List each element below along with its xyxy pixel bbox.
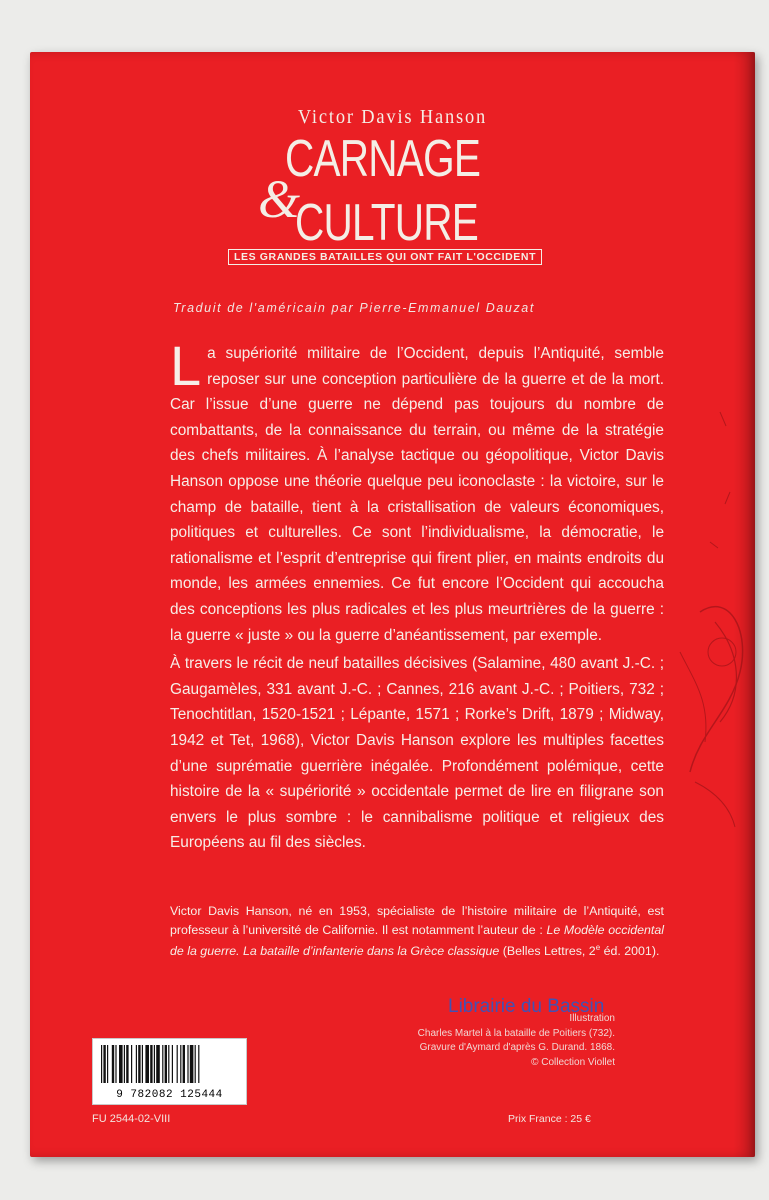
barcode-bar	[150, 1045, 152, 1083]
title-line-2: CULTURE	[295, 194, 479, 252]
barcode-bar	[172, 1045, 173, 1083]
drop-cap: L	[170, 334, 202, 397]
bookshop-watermark: Librairie du Bassin	[448, 996, 605, 1017]
author-name: Victor Davis Hanson	[297, 106, 488, 128]
barcode-bar	[136, 1045, 137, 1083]
author-bio	[170, 902, 664, 961]
barcode-bar	[180, 1045, 181, 1083]
barcode-bar	[156, 1045, 160, 1083]
barcode-bar	[162, 1045, 163, 1083]
credit-line-1: Illustration	[569, 1013, 615, 1024]
barcode	[92, 1038, 247, 1105]
credit-line-3: Gravure d'Aymard d'après G. Durand. 1868.	[419, 1042, 615, 1053]
barcode-bars	[99, 1045, 240, 1083]
bio-text-end-2: éd. 2001).	[600, 944, 660, 959]
barcode-bar	[177, 1045, 178, 1083]
barcode-bar	[138, 1045, 140, 1083]
title-line-1: CARNAGE	[285, 130, 481, 188]
title-ampersand: &	[258, 169, 301, 229]
book-back-cover	[30, 52, 755, 1157]
barcode-bar	[101, 1045, 102, 1083]
bio-book-2: La bataille d’infanterie dans la Grèce classique	[243, 944, 500, 959]
illustration-credits	[355, 1012, 615, 1070]
bio-book-1: Le Modèle occidental de la guerre	[170, 922, 664, 959]
subtitle-banner: LES GRANDES BATAILLES QUI ONT FAIT L'OCCIDENT	[228, 249, 542, 265]
bio-text-end: (Belles Lettres, 2	[499, 944, 596, 959]
credit-line-2: Charles Martel à la bataille de Poitiers (732).	[417, 1027, 615, 1039]
translator-credit: Traduit de l'américain par Pierre-Emmanuel Dauzat	[173, 301, 535, 315]
product-code: FU 2544-02-VIII	[92, 1113, 171, 1125]
barcode-bar	[183, 1045, 185, 1083]
barcode-digits: 9 782082 125444	[116, 1089, 223, 1101]
barcode-bar	[126, 1045, 128, 1083]
barcode-bar	[131, 1045, 132, 1083]
barcode-bar	[145, 1045, 149, 1083]
bio-text-start: Victor Davis Hanson, né en 1953, spécialiste de l’histoire militaire de l’Antiquité, est professeur à l’université de Californie. Il est notamment l’auteur de :	[170, 904, 664, 937]
barcode-bar	[168, 1045, 169, 1083]
barcode-bar	[198, 1045, 199, 1083]
barcode-bar	[190, 1045, 194, 1083]
barcode-bar	[103, 1045, 105, 1083]
barcode-bar	[165, 1045, 167, 1083]
barcode-bar	[154, 1045, 155, 1083]
bio-superscript: e	[595, 943, 601, 952]
barcode-bar	[107, 1045, 108, 1083]
credit-line-4: © Collection Viollet	[531, 1056, 615, 1068]
barcode-bar	[142, 1045, 143, 1083]
blurb-paragraph-2: À travers le récit de neuf batailles décisives (Salamine, 480 avant J.-C. ; Gaugamèles, 331 avant J.-C. ; Cannes, 216 avant J.-C. ; Poitiers, 732 ; Tenochtitlan, 1520-1521 ; Lépante, 1571 ; Rorke’s Drift, 1879 ; Midway, 1942 et Tet, 1968), Victor Davis Hanson explore les multiples facettes d’une suprématie guerrière inégalée. Profondément polémique, cette histoire de la « supériorité » occidentale permet de lire en filigrane son envers le plus sombre : le cannibalisme politique et religieux des Européens au fil des siècles.	[170, 655, 664, 852]
barcode-bar	[195, 1045, 196, 1083]
blurb-paragraph-1	[170, 334, 664, 648]
blurb-paragraph-1-text: a supériorité militaire de l’Occident, depuis l’Antiquité, semble reposer sur une conception particulière de la guerre et de la mort. Car l’issue d’une guerre ne dépend pas toujours du nombre de combattants, de la connaissance du terrain, ou même de la stratégie des chefs militaires. À l’analyse tactique ou géopolitique, Victor Davis Hanson oppose une théorie quelque peu iconoclaste : la victoire, sur le champ de bataille, tient à la cristallisation de valeurs économiques, politiques et culturelles. Ce sont l’individualisme, la démocratie, le rationalisme et l’esprit d’entreprise qui firent plier, en maints endroits du monde, les armées ennemies. Ce fut encore l’Occident qui accoucha des conceptions les plus radicales et les plus meurtrières de la guerre : la guerre « juste » ou la guerre d’anéantissement, par exemple.	[170, 345, 664, 644]
bio-separator: .	[236, 944, 244, 959]
barcode-bar	[115, 1045, 116, 1083]
price: Prix France : 25 €	[508, 1113, 591, 1125]
barcode-bar	[112, 1045, 114, 1083]
engraving-illustration	[660, 352, 755, 832]
barcode-bar	[119, 1045, 123, 1083]
blurb-text	[170, 334, 664, 856]
barcode-bar	[124, 1045, 125, 1083]
barcode-bar	[187, 1045, 188, 1083]
